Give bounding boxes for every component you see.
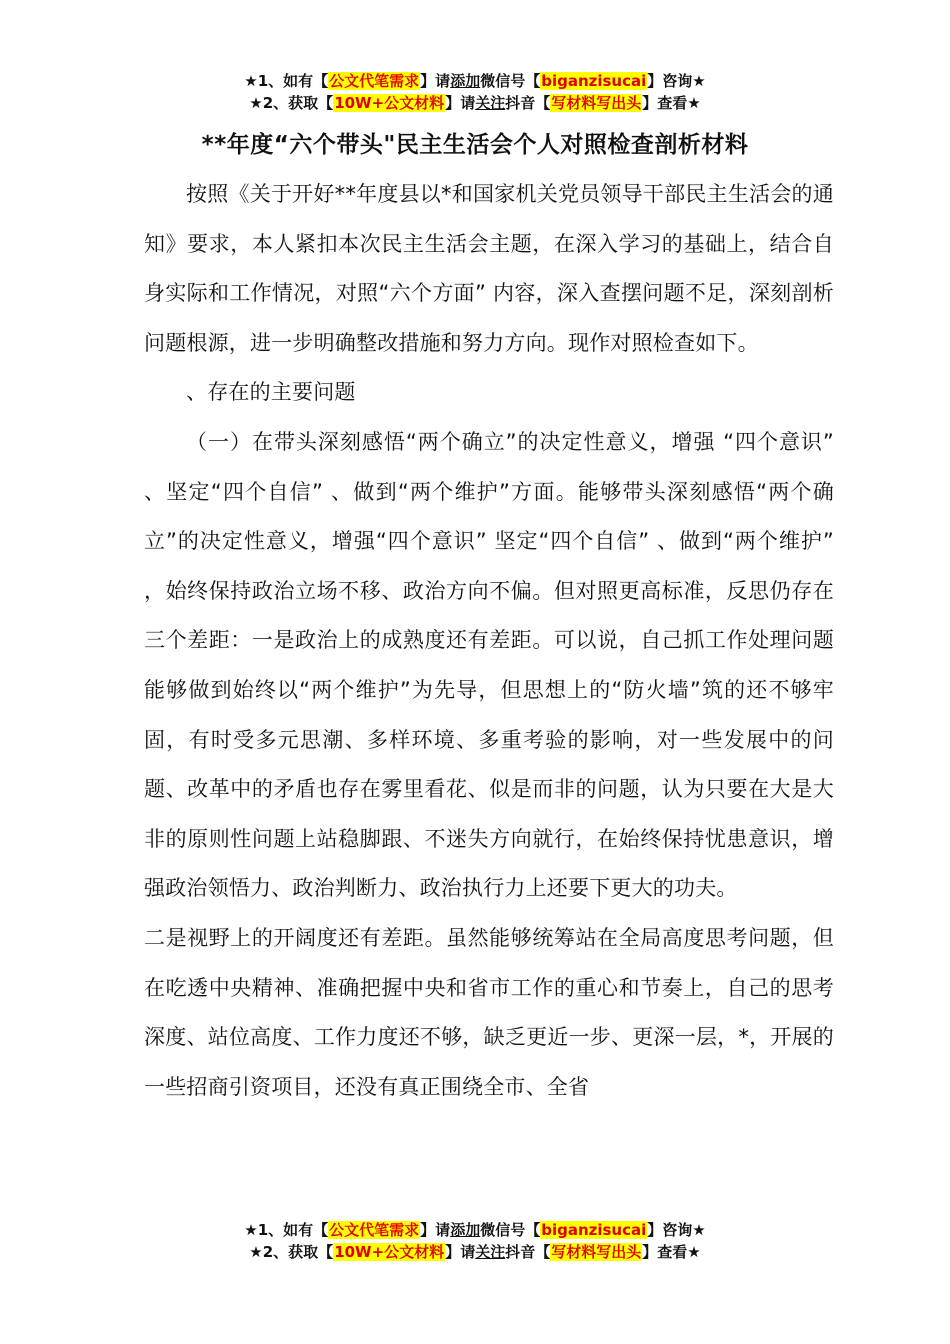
banner-text: 】查看★ [642, 1243, 701, 1261]
highlight-douyin: 写材料写出头 [551, 94, 642, 112]
banner-underlined: 关注 [475, 94, 506, 112]
banner-line-1 [0, 1219, 950, 1241]
banner-text: 】请 [420, 72, 451, 90]
banner-text: 抖音【 [505, 1243, 551, 1261]
highlight-materials: 10W+公文材料 [334, 94, 445, 112]
highlight-wechat-id: biganzisucai [541, 72, 647, 90]
banner-line-1 [0, 70, 950, 92]
banner-line-2 [0, 92, 950, 114]
banner-underlined: 添加 [450, 72, 481, 90]
banner-text: 】咨询★ [647, 1221, 706, 1239]
banner-line-2 [0, 1241, 950, 1263]
banner-underlined: 添加 [450, 1221, 481, 1239]
banner-text: 】请 [445, 94, 476, 112]
banner-text: 】请 [420, 1221, 451, 1239]
banner-text: ★1、如有【 [244, 72, 329, 90]
top-banner [0, 70, 950, 114]
banner-text: 】请 [445, 1243, 476, 1261]
banner-text: 微信号【 [480, 72, 541, 90]
banner-text: 微信号【 [480, 1221, 541, 1239]
banner-text: ★2、获取【 [249, 94, 334, 112]
highlight-wechat-id: biganzisucai [541, 1221, 647, 1239]
highlight-service: 公文代笔需求 [329, 1221, 420, 1239]
banner-text: 】咨询★ [647, 72, 706, 90]
banner-text: 】查看★ [642, 94, 701, 112]
document-title: **年度“六个带头"民主生活会个人对照检查剖析材料 [201, 132, 749, 158]
banner-text: ★1、如有【 [244, 1221, 329, 1239]
banner-text: ★2、获取【 [249, 1243, 334, 1261]
section-heading: 、存在的主要问题 [186, 380, 356, 405]
highlight-douyin: 写材料写出头 [551, 1243, 642, 1261]
paragraph-continued: 二是视野上的开阔度还有差距。虽然能够统筹站在全局高度思考问题，但在吃透中央精神、准确把握中央和省市工作的重心和节奏上，自己的思考深度、站位高度、工作力度还不够，缺乏更近一步、更深一层，*，开展的一些招商引资项目，还没有真正围绕全市、全省 [144, 925, 834, 1099]
paragraph-intro: 按照《关于开好**年度县以*和国家机关党员领导干部民主生活会的通知》要求，本人紧扣本次民主生活会主题，在深入学习的基础上，结合自身实际和工作情况，对照“六个方面” 内容，深入查摆问题不足，深刻剖析问题根源，进一步明确整改措施和努力方向。现作对照检查如下。 [144, 182, 834, 355]
paragraph-section-1: （一）在带头深刻感悟“两个确立”的决定性意义，增强 “四个意识” 、坚定“四个自信” 、做到“两个维护”方面。能够带头深刻感悟“两个确立”的决定性意义，增强“四个意识” 坚定“四个自信” 、做到“两个维护” ，始终保持政治立场不移、政治方向不偏。但对照更高标准，反思仍存在三个差距：一是政治上的成熟度还有差距。可以说，自己抓工作处理问题能够做到始终以“两个维护”为先导，但思想上的“防火墙”筑的还不够牢固，有时受多元思潮、多样环境、多重考验的影响，对一些发展中的问题、改革中的矛盾也存在雾里看花、似是而非的问题，认为只要在大是大非的原则性问题上站稳脚跟、不迷失方向就行，在始终保持忧患意识，增强政治领悟力、政治判断力、政治执行力上还要下更大的功夫。 [144, 429, 834, 901]
highlight-materials: 10W+公文材料 [334, 1243, 445, 1261]
banner-underlined: 关注 [475, 1243, 506, 1261]
bottom-banner [0, 1219, 950, 1263]
banner-text: 抖音【 [505, 94, 551, 112]
highlight-service: 公文代笔需求 [329, 72, 420, 90]
document-body [144, 170, 834, 1099]
